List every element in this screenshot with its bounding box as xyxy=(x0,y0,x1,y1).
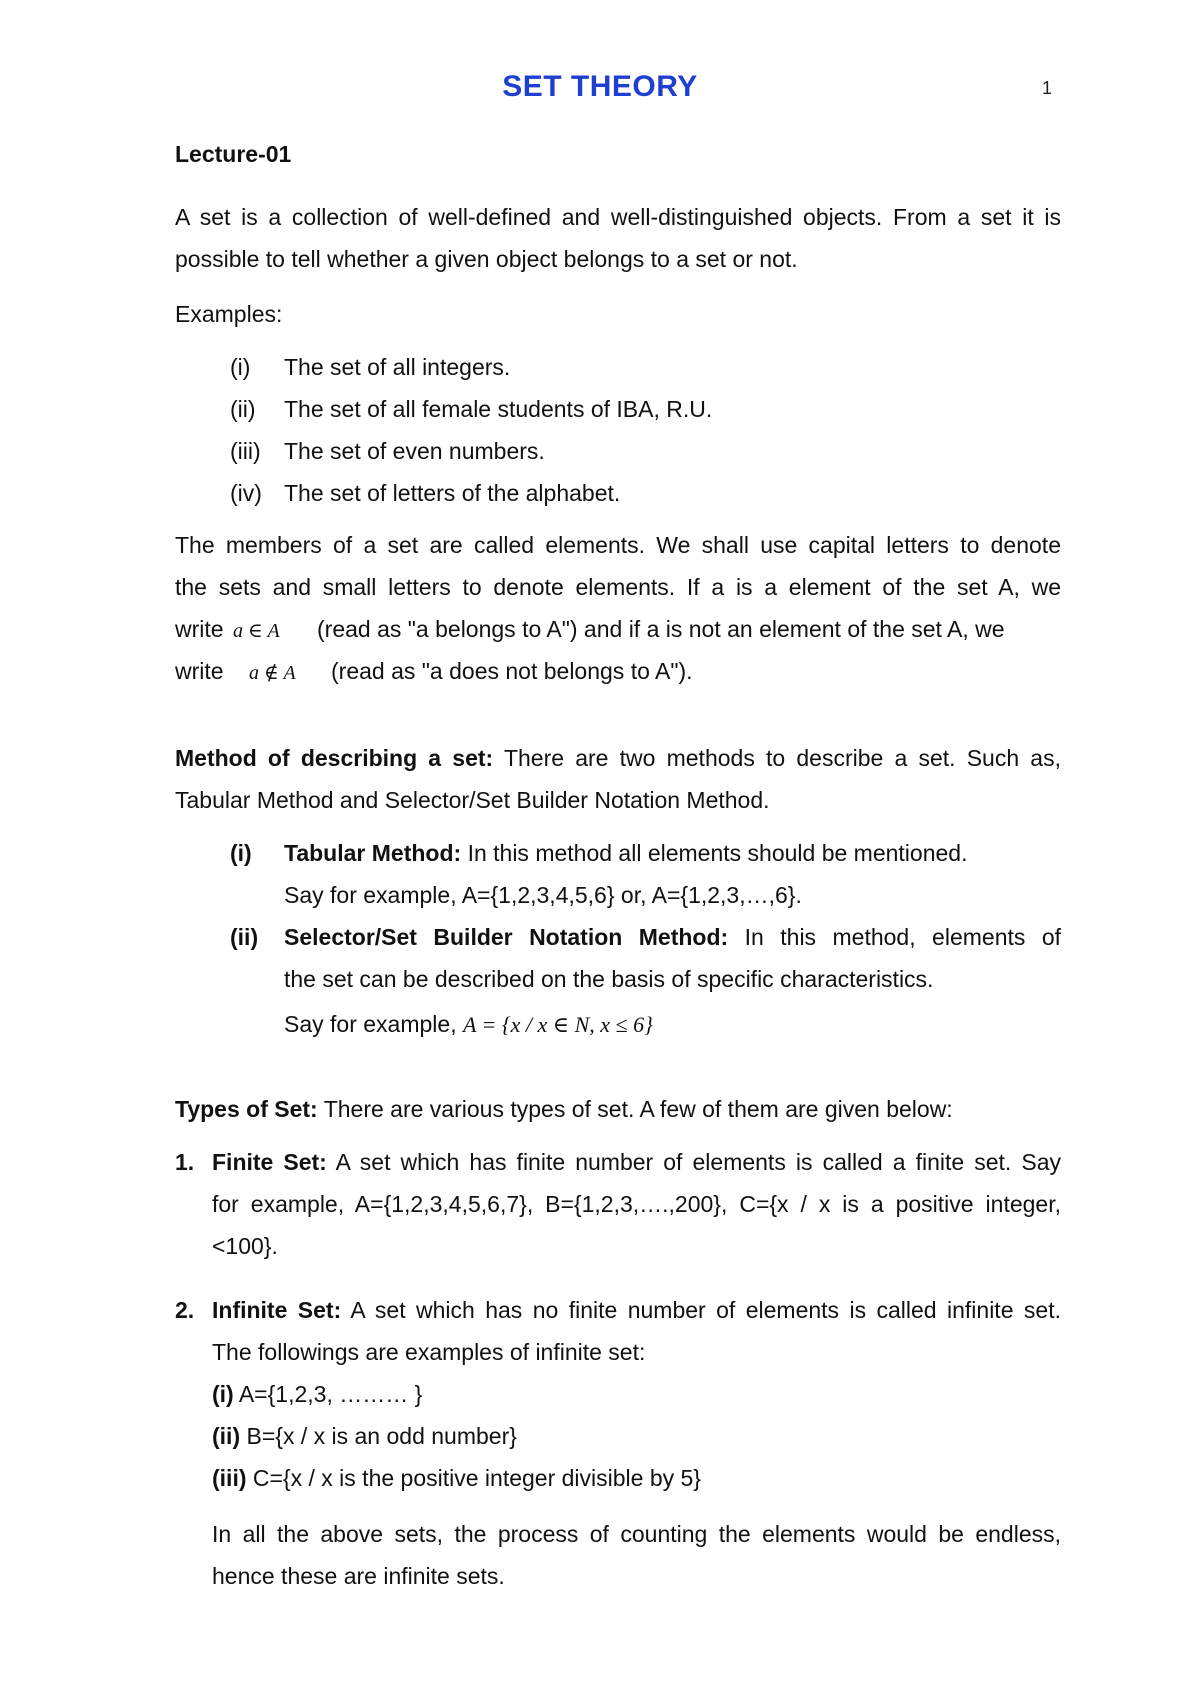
infinite-num: 2. xyxy=(175,1297,195,1323)
finite-line-2: for example, A={1,2,3,4,5,6,7}, B={1,2,3,….,200}, C={x / x is a positive integer, xyxy=(212,1191,1061,1217)
examples-label: Examples: xyxy=(175,301,283,327)
infinite-line-2: The followings are examples of infinite set: xyxy=(212,1339,646,1365)
infinite-example-num: (i) xyxy=(212,1381,234,1407)
infinite-example xyxy=(212,1380,1061,1408)
types-intro xyxy=(175,1095,1061,1123)
tabular-desc: In this method all elements should be mentioned. xyxy=(467,840,968,866)
method-line-1-rest: There are two methods to describe a set. Such as, xyxy=(503,745,1061,771)
selector-example-label: Say for example, xyxy=(284,1011,457,1037)
finite-line-3: <100}. xyxy=(212,1233,278,1259)
members-line-4 xyxy=(175,657,1061,687)
members-line-3 xyxy=(175,615,1061,645)
types-intro-rest: There are various types of set. A few of them are given below: xyxy=(323,1096,953,1122)
infinite-conclusion-1: In all the above sets, the process of counting the elements would be endless, xyxy=(212,1521,1061,1547)
belongs-math: a ∈ A xyxy=(233,620,280,642)
finite-title: Finite Set: xyxy=(212,1149,327,1175)
example-num: (ii) xyxy=(230,396,256,422)
example-text: The set of letters of the alphabet. xyxy=(284,480,621,506)
members-line-2: the sets and small letters to denote elements. If a is a element of the set A, we xyxy=(175,574,1061,600)
types-heading: Types of Set: xyxy=(175,1096,318,1122)
members-write-label: write xyxy=(175,658,224,684)
selector-num: (ii) xyxy=(230,924,259,950)
tabular-example: Say for example, A={1,2,3,4,5,6} or, A={1,2,3,…,6}. xyxy=(284,882,802,908)
method-line-1 xyxy=(175,744,1061,772)
example-num: (i) xyxy=(230,354,251,380)
method-line-2: Tabular Method and Selector/Set Builder Notation Method. xyxy=(175,787,770,813)
lecture-heading: Lecture-01 xyxy=(175,141,292,167)
infinite-example-num: (iii) xyxy=(212,1465,247,1491)
infinite-example-num: (ii) xyxy=(212,1423,241,1449)
intro-line-1: A set is a collection of well-defined and well-distinguished objects. From a set it is xyxy=(175,204,1061,230)
members-write-label: write xyxy=(175,616,224,642)
infinite-example xyxy=(212,1422,1061,1450)
example-text: The set of all integers. xyxy=(284,354,511,380)
tabular-title: Tabular Method: xyxy=(284,840,462,866)
finite-num: 1. xyxy=(175,1149,195,1175)
tabular-num: (i) xyxy=(230,840,252,866)
infinite-example-text: C={x / x is the positive integer divisible by 5} xyxy=(252,1465,701,1491)
page-number: 1 xyxy=(1042,78,1053,98)
members-line-3-rest: (read as "a belongs to A") and if a is not an element of the set A, we xyxy=(317,616,1005,642)
members-line-1: The members of a set are called elements. We shall use capital letters to denote xyxy=(175,532,1061,558)
infinite-line-1 xyxy=(212,1296,1061,1324)
finite-line-1 xyxy=(212,1148,1061,1176)
page-title: SET THEORY xyxy=(502,70,698,103)
tabular-line-1 xyxy=(284,839,967,867)
method-heading: Method of describing a set: xyxy=(175,745,494,771)
finite-line-1-rest: A set which has finite number of elements is called a finite set. Say xyxy=(335,1149,1061,1175)
infinite-example xyxy=(212,1464,1061,1492)
example-text: The set of all female students of IBA, R.U. xyxy=(284,396,713,422)
not-belongs-math: a ∉ A xyxy=(249,662,296,684)
infinite-line-1-rest: A set which has no finite number of elements is called infinite set. xyxy=(350,1297,1061,1323)
infinite-title: Infinite Set: xyxy=(212,1297,342,1323)
selector-desc-1: In this method, elements of xyxy=(744,924,1061,950)
infinite-example-text: A={1,2,3, ……… } xyxy=(238,1381,423,1407)
intro-line-2: possible to tell whether a given object belongs to a set or not. xyxy=(175,246,798,272)
example-text: The set of even numbers. xyxy=(284,438,545,464)
members-line-4-rest: (read as "a does not belongs to A"). xyxy=(331,658,693,684)
infinite-conclusion-2: hence these are infinite sets. xyxy=(212,1563,505,1589)
selector-title: Selector/Set Builder Notation Method: xyxy=(284,924,729,950)
selector-line-1 xyxy=(284,923,1061,951)
selector-example xyxy=(284,1010,653,1039)
example-num: (iii) xyxy=(230,438,261,464)
example-num: (iv) xyxy=(230,480,262,506)
selector-desc-2: the set can be described on the basis of specific characteristics. xyxy=(284,966,934,992)
infinite-example-text: B={x / x is an odd number} xyxy=(246,1423,517,1449)
set-builder-math: A = {x / x ∈ N, x ≤ 6} xyxy=(462,1012,653,1037)
